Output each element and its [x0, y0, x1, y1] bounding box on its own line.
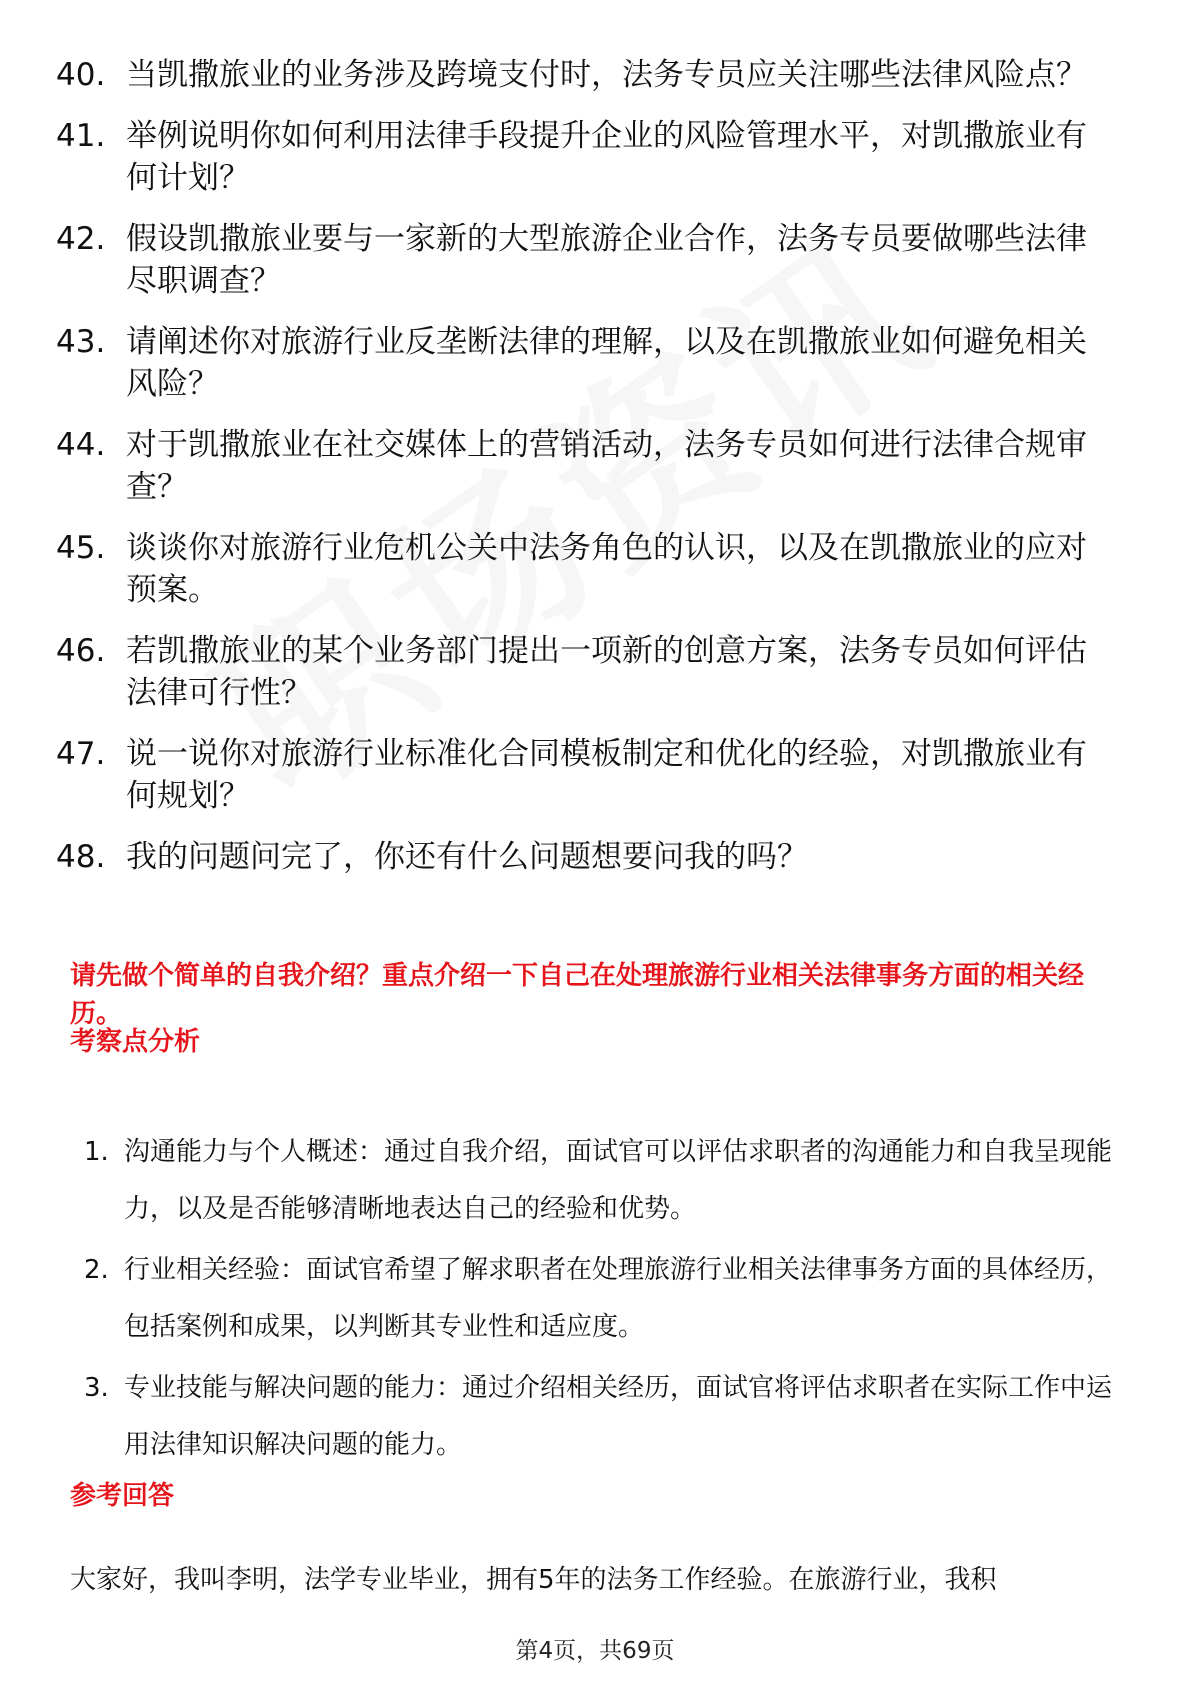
question-text: 谈谈你对旅游行业危机公关中法务角色的认识，以及在凯撒旅业的应对预案。: [126, 530, 1087, 608]
question-text: 当凯撒旅业的业务涉及跨境支付时，法务专员应关注哪些法律风险点？: [126, 57, 1087, 93]
question-text: 我的问题问完了，你还有什么问题想要问我的吗？: [126, 839, 808, 875]
question-number: 40.: [56, 57, 106, 93]
analysis-title: 考察点分析: [70, 1027, 201, 1057]
analysis-item: [84, 1124, 1114, 1238]
question-number: 41.: [56, 118, 106, 154]
analysis-number: 3.: [84, 1373, 109, 1403]
question-number: 42.: [56, 221, 106, 257]
question-item: [56, 54, 1116, 96]
highlight-question: 请先做个简单的自我介绍？重点介绍一下自己在处理旅游行业相关法律事务方面的相关经历。: [70, 961, 1085, 1029]
question-item: [56, 733, 1116, 817]
analysis-text: 沟通能力与个人概述：通过自我介绍，面试官可以评估求职者的沟通能力和自我呈现能力，以及是否能够清晰地表达自己的经验和优势。: [124, 1137, 1113, 1224]
question-text: 举例说明你如何利用法律手段提升企业的风险管理水平，对凯撒旅业有何计划？: [126, 118, 1087, 196]
question-item: [56, 836, 1116, 878]
analysis-item: [84, 1242, 1114, 1356]
question-text: 假设凯撒旅业要与一家新的大型旅游企业合作，法务专员要做哪些法律尽职调查？: [126, 221, 1087, 299]
question-item: [56, 630, 1116, 714]
analysis-list: [84, 1124, 1114, 1478]
question-list: [56, 54, 1116, 897]
question-text: 对于凯撒旅业在社交媒体上的营销活动，法务专员如何进行法律合规审查？: [126, 427, 1087, 505]
question-number: 47.: [56, 736, 106, 772]
question-item: [56, 115, 1116, 199]
answer-title: 参考回答: [70, 1481, 175, 1511]
question-number: 45.: [56, 530, 106, 566]
question-item: [56, 321, 1116, 405]
question-text: 若凯撒旅业的某个业务部门提出一项新的创意方案，法务专员如何评估法律可行性？: [126, 633, 1087, 711]
question-text: 说一说你对旅游行业标准化合同模板制定和优化的经验，对凯撒旅业有何规划？: [126, 736, 1087, 814]
answer-text: 大家好，我叫李明，法学专业毕业，拥有5年的法务工作经验。在旅游行业，我积: [70, 1565, 997, 1595]
analysis-number: 1.: [84, 1137, 109, 1167]
question-item: [56, 527, 1116, 611]
analysis-item: [84, 1360, 1114, 1474]
question-number: 43.: [56, 324, 106, 360]
question-item: [56, 218, 1116, 302]
question-text: 请阐述你对旅游行业反垄断法律的理解，以及在凯撒旅业如何避免相关风险？: [126, 324, 1087, 402]
analysis-text: 专业技能与解决问题的能力：通过介绍相关经历，面试官将评估求职者在实际工作中运用法律知识解决问题的能力。: [124, 1373, 1113, 1460]
analysis-number: 2.: [84, 1255, 109, 1285]
page-footer: 第4页，共69页: [515, 1638, 675, 1664]
question-item: [56, 424, 1116, 508]
analysis-text: 行业相关经验：面试官希望了解求职者在处理旅游行业相关法律事务方面的具体经历，包括案例和成果，以判断其专业性和适应度。: [124, 1255, 1113, 1342]
question-number: 46.: [56, 633, 106, 669]
question-number: 44.: [56, 427, 106, 463]
question-number: 48.: [56, 839, 106, 875]
